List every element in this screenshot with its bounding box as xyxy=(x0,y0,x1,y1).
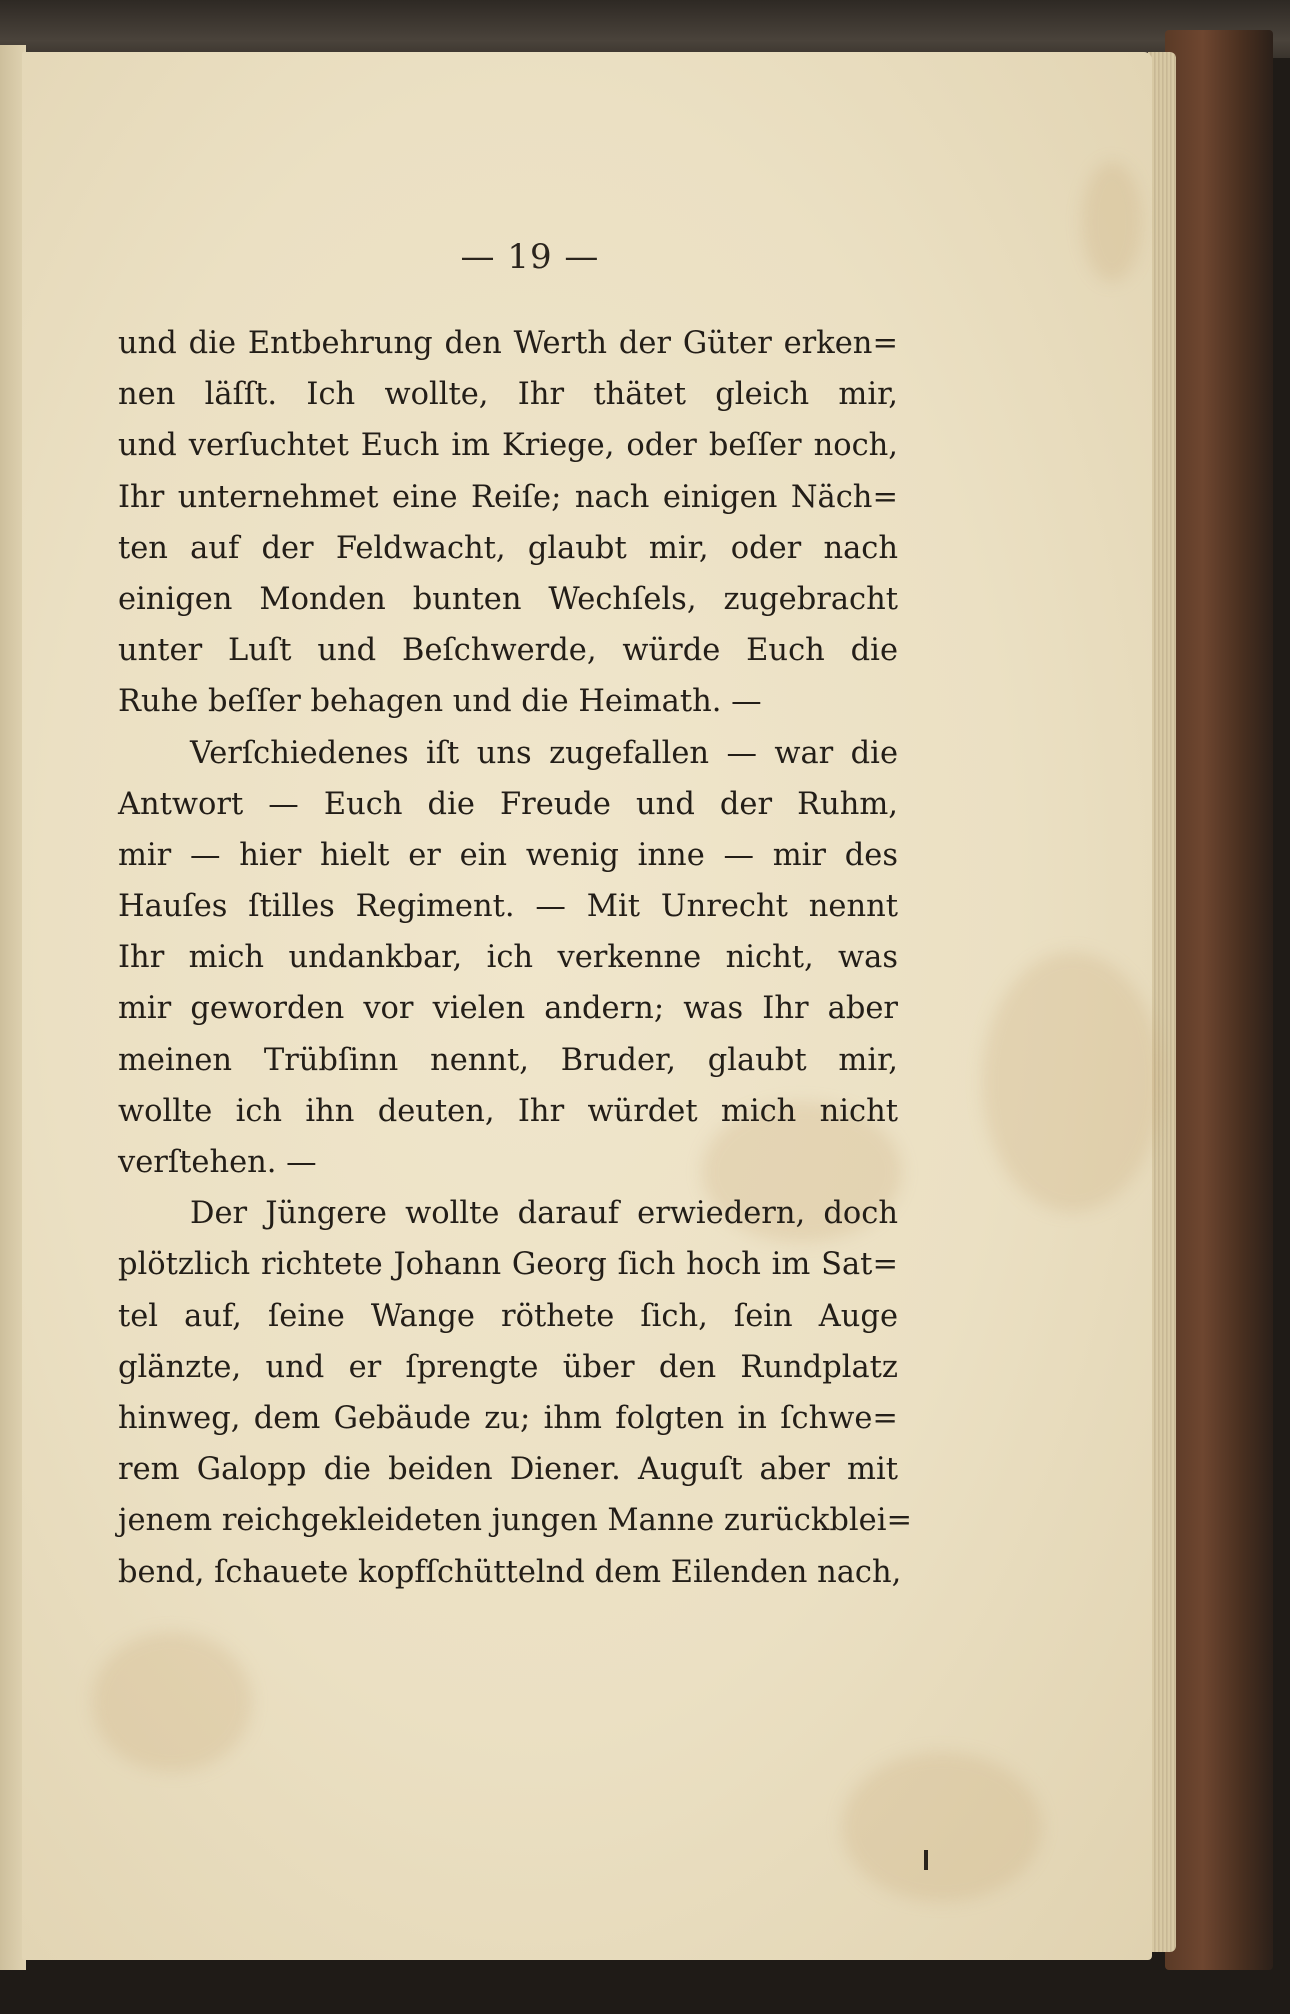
text-line: mir geworden vor vielen andern; was Ihr aber xyxy=(118,991,898,1027)
book-cover-top xyxy=(0,0,1290,58)
text-line: Ihr unternehmet eine Reiſe; nach einigen Näch= xyxy=(118,479,898,515)
text-line: und die Entbehrung den Werth der Güter erken= xyxy=(118,326,898,361)
ink-mark xyxy=(924,1850,928,1870)
text-line: tel auf, ſeine Wange röthete ſich, ſein Auge xyxy=(118,1298,898,1334)
text-line: meinen Trübſinn nennt, Bruder, glaubt mir, xyxy=(118,1042,898,1078)
text-line: Ihr mich undankbar, ich verkenne nicht, was xyxy=(118,940,898,976)
body-text xyxy=(118,318,912,1598)
text-line: mir — hier hielt er ein wenig inne — mir des xyxy=(118,837,898,873)
text-line: Verſchiedenes iſt uns zugefallen — war die xyxy=(190,735,898,771)
text-line: bend, ſchauete kopfſchüttelnd dem Eilenden nach, xyxy=(118,1554,902,1590)
text-line: glänzte, und er ſprengte über den Rundplatz xyxy=(118,1349,898,1385)
text-line: wollte ich ihn deuten, Ihr würdet mich nicht xyxy=(118,1093,898,1129)
text-line: einigen Monden bunten Wechſels, zugebracht xyxy=(118,581,898,617)
page-edges xyxy=(1148,52,1176,1952)
text-line: verſtehen. — xyxy=(118,1145,317,1180)
text-line: ten auf der Feldwacht, glaubt mir, oder nach xyxy=(118,530,898,566)
text-line: plötzlich richtete Johann Georg ſich hoch im Sat= xyxy=(118,1247,898,1283)
book-cover-spine xyxy=(1165,30,1273,1970)
text-line: Hauſes ſtilles Regiment. — Mit Unrecht nennt xyxy=(118,889,898,925)
page-number-header: — 19 — xyxy=(460,237,600,277)
text-line: hinweg, dem Gebäude zu; ihm folgten in ſchwe= xyxy=(118,1400,898,1436)
text-line: Ruhe beſſer behagen und die Heimath. — xyxy=(118,684,762,720)
text-line: rem Galopp die beiden Diener. Auguſt aber mit xyxy=(118,1452,898,1488)
text-line: unter Luſt und Beſchwerde, würde Euch die xyxy=(118,633,898,669)
text-line: Der Jüngere wollte darauf erwiedern, doch xyxy=(190,1196,898,1232)
text-line: nen läſſt. Ich wollte, Ihr thätet gleich mir, xyxy=(118,377,898,413)
text-line: Antwort — Euch die Freude und der Ruhm, xyxy=(118,786,898,822)
text-line: und verſuchtet Euch im Kriege, oder beſſer noch, xyxy=(118,428,898,464)
text-line: jenem reichgekleideten jungen Manne zurückblei= xyxy=(118,1503,912,1539)
